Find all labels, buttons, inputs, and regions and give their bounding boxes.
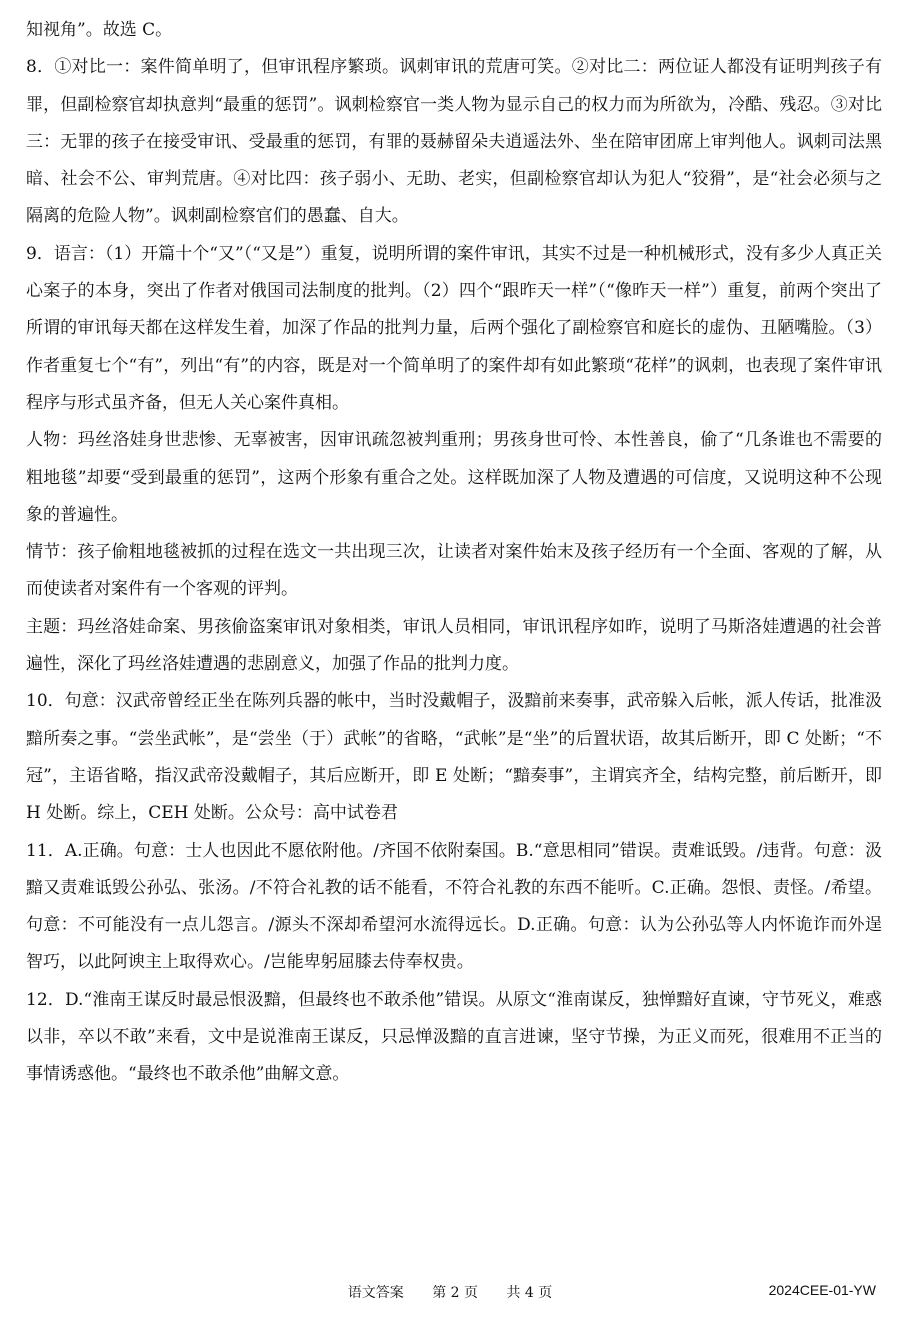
page-footer — [0, 1282, 900, 1306]
paragraph-continuation: 知视角”。故选 C。 — [26, 20, 173, 40]
footer-center — [0, 1282, 900, 1302]
paragraph-answer-9-character: 人物：玛丝洛娃身世悲惨、无辜被害，因审讯疏忽被判重刑；男孩身世可怜、本性善良，偷了“几条谁也不需要的粗地毯”却要“受到最重的惩罚”，这两个形象有重合之处。这样既加深了人物及遭遇的可信度，又说明这种不公现象的普遍性。 — [26, 430, 882, 525]
paragraph-answer-9-plot: 情节：孩子偷粗地毯被抓的过程在选文一共出现三次，让读者对案件始末及孩子经历有一个全面、客观的了解，从而使读者对案件有一个客观的评判。 — [26, 542, 882, 600]
paragraph-answer-9-theme: 主题：玛丝洛娃命案、男孩偷盗案审讯对象相类，审讯人员相同，审讯讯程序如昨，说明了马斯洛娃遭遇的社会普遍性，深化了玛丝洛娃遭遇的悲剧意义，加强了作品的批判力度。 — [26, 616, 882, 675]
footer-subject: 语文答案 — [347, 1285, 404, 1301]
answer-document — [26, 12, 882, 1094]
paragraph-answer-12: 12．D.“淮南王谋反时最忌恨汲黯，但最终也不敢杀他”错误。从原文“淮南谋反，独惮黯好直谏，守节死义，难惑以非，卒以不敢”来看，文中是说淮南王谋反，只忌惮汲黯的直言进谏，坚守节操，为正义而死，很难用不正当的事情诱惑他。“最终也不敢杀他”曲解文意。 — [26, 989, 882, 1085]
paragraph-answer-9-language: 9．语言：（1）开篇十个“又”（“又是”）重复，说明所谓的案件审讯，其实不过是一种机械形式，没有多少人真正关心案子的本身，突出了作者对俄国司法制度的批判。（2）四个“跟昨天一样”（“像昨天一样”）重复，前两个突出了所谓的审讯每天都在这样发生着，加深了作品的批判力量，后两个强化了副检察官和庭长的虚伪、丑陋嘴脸。（3）作者重复七个“有”，列出“有”的内容，既是对一个简单明了的案件却有如此繁琐“花样”的讽刺，也表现了案件审讯程序与形式虽齐备，但无人关心案件真相。 — [26, 243, 882, 413]
footer-document-code: 2024CEE-01-YW — [768, 1282, 876, 1298]
paragraph-answer-8: 8．①对比一：案件简单明了，但审讯程序繁琐。讽刺审讯的荒唐可笑。②对比二：两位证人都没有证明判孩子有罪，但副检察官却执意判“最重的惩罚”。讽刺检察官一类人物为显示自己的权力而为所欲为，冷酷、残忍。③对比三：无罪的孩子在接受审讯、受最重的惩罚，有罪的聂赫留朵夫逍遥法外、坐在陪审团席上审判他人。讽刺司法黑暗、社会不公、审判荒唐。④对比四：孩子弱小、无助、老实，但副检察官却认为犯人“狡猾”，是“社会必须与之隔离的危险人物”。讽刺副检察官们的愚蠢、自大。 — [26, 57, 882, 227]
footer-total-pages: 共 4 页 — [506, 1285, 553, 1301]
paragraph-answer-10: 10．句意：汉武帝曾经正坐在陈列兵器的帐中，当时没戴帽子，汲黯前来奏事，武帝躲入后帐，派人传话，批准汲黯所奏之事。“尝坐武帐”，是“尝坐（于）武帐”的省略，“武帐”是“坐”的后置状语，故其后断开，即 C 处断；“不冠”，主语省略，指汉武帝没戴帽子，其后应断开，即 E 处断；“黯奏事”，主谓宾齐全，结构完整，前后断开，即 H 处断。综上，CEH 处断。公众号：高中试卷君 — [26, 691, 882, 824]
footer-page-number: 第 2 页 — [432, 1285, 478, 1301]
paragraph-answer-11: 11．A.正确。句意：士人也因此不愿依附他。/齐国不依附秦国。B.“意思相同”错误。责难诋毁。/违背。句意：汲黯又责难诋毁公孙弘、张汤。/不符合礼教的话不能看，不符合礼教的东西不能听。C.正确。怨恨、责怪。/希望。句意：不可能没有一点儿怨言。/源头不深却希望河水流得远长。D.正确。句意：认为公孙弘等人内怀诡诈而外逞智巧，以此阿谀主上取得欢心。/岂能卑躬屈膝去侍奉权贵。 — [26, 840, 882, 973]
